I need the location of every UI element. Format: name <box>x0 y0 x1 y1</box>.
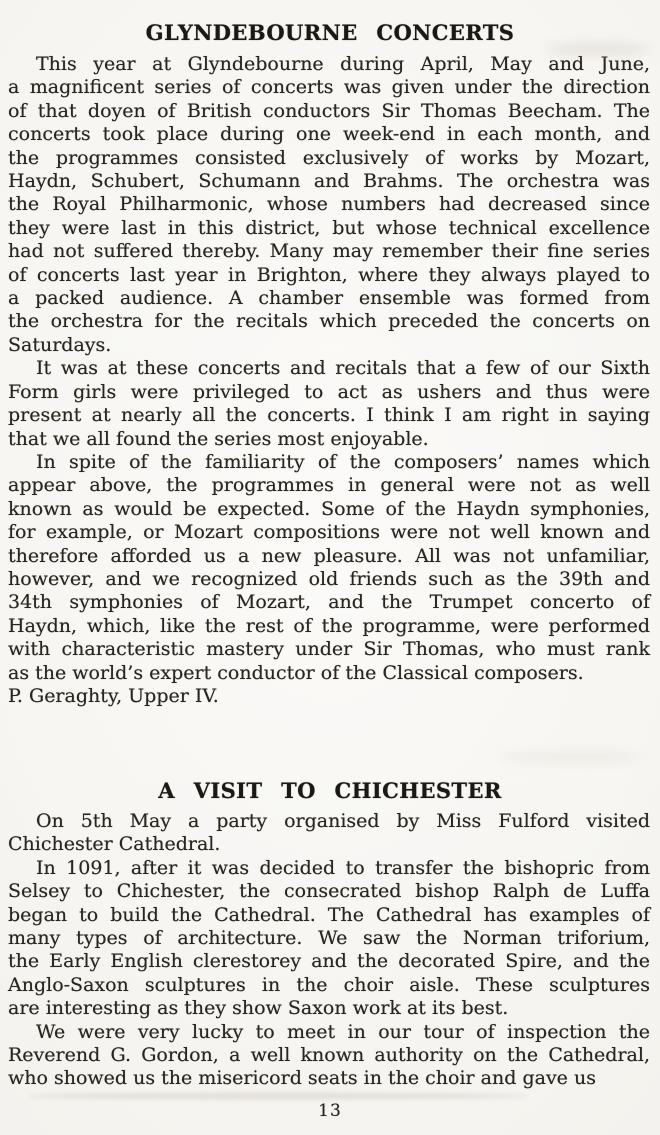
text-line: In spite of the familiarity of the composers’ names which <box>36 450 650 473</box>
text-line: for example, or Mozart compositions were not well known and <box>8 521 650 544</box>
byline: P. Geraghty, Upper IV. <box>8 684 219 707</box>
text-line: the programmes consisted exclusively of works by Mozart, <box>8 146 650 169</box>
text-line: Saturdays. <box>8 333 112 356</box>
text-line: therefore afforded us a new pleasure. All was not unfamiliar, <box>8 544 650 567</box>
text-line: many types of architecture. We saw the Norman triforium, <box>8 927 650 950</box>
text-line: appear above, the programmes in general were not as well <box>8 474 650 497</box>
page-number: 13 <box>318 1101 342 1121</box>
text-line: who showed us the misericord seats in the choir and gave us <box>8 1067 596 1090</box>
text-line: Reverend G. Gordon, a well known authority on the Cathedral, <box>8 1044 650 1067</box>
text-line: known as would be expected. Some of the Haydn symphonies, <box>8 497 650 520</box>
text-line: Form girls were privileged to act as ushers and thus were <box>8 380 650 403</box>
text-line: a magnificent series of concerts was given under the direction <box>8 76 650 99</box>
text-line: as the world’s expert conductor of the Classical composers. <box>8 661 584 684</box>
text-line: concerts took place during one week-end in each month, and <box>8 123 650 146</box>
text-line: In 1091, after it was decided to transfer the bishopric from <box>36 856 650 879</box>
text-line: however, and we recognized old friends such as the 39th and <box>8 567 650 590</box>
text-line: Selsey to Chichester, the consecrated bishop Ralph de Luffa <box>8 880 650 903</box>
text-line: Haydn, which, like the rest of the programme, were performed <box>8 614 650 637</box>
text-line: 34th symphonies of Mozart, and the Trumpet concerto of <box>8 591 650 614</box>
text-line: the orchestra for the recitals which preceded the concerts on <box>8 310 650 333</box>
text-line: began to build the Cathedral. The Cathedral has examples of <box>8 903 650 926</box>
text-line: It was at these concerts and recitals that a few of our Sixth <box>36 357 650 380</box>
text-line: that we all found the series most enjoyable. <box>8 427 429 450</box>
text-line: present at nearly all the concerts. I think I am right in saying <box>8 404 650 427</box>
text-line: had not suffered thereby. Many may remember their fine series <box>8 240 650 263</box>
text-line: a packed audience. A chamber ensemble was formed from <box>8 287 650 310</box>
text-line: On 5th May a party organised by Miss Fulford visited <box>36 810 650 832</box>
scan-artifact <box>28 1093 528 1099</box>
text-line: We were very lucky to meet in our tour of inspection the <box>36 1020 650 1043</box>
text-line: the Early English clerestorey and the decorated Spire, and the <box>8 950 650 973</box>
text-line: Chichester Cathedral. <box>8 833 221 856</box>
article-title-glyndebourne-concerts: GLYNDEBOURNE CONCERTS <box>145 20 515 45</box>
text-line: Anglo-Saxon sculptures in the choir aisle. These sculptures <box>8 973 650 996</box>
text-line: they were last in this district, but whose technical excellence <box>8 216 650 239</box>
text-line: with characteristic mastery under Sir Thomas, who must rank <box>8 638 650 661</box>
article-title-visit-to-chichester: A VISIT TO CHICHESTER <box>158 778 502 803</box>
text-line: are interesting as they show Saxon work at its best. <box>8 997 509 1020</box>
scan-artifact <box>500 752 640 762</box>
article-body-visit-to-chichester <box>8 810 650 1091</box>
text-line: This year at Glyndebourne during April, May and June, <box>36 53 650 75</box>
text-line: of that doyen of British conductors Sir Thomas Beecham. The <box>8 99 650 122</box>
article-body-glyndebourne-concerts <box>8 53 650 708</box>
text-line: Haydn, Schubert, Schumann and Brahms. The orchestra was <box>8 170 650 193</box>
text-line: the Royal Philharmonic, whose numbers had decreased since <box>8 193 650 216</box>
text-line: of concerts last year in Brighton, where they always played to <box>8 263 650 286</box>
